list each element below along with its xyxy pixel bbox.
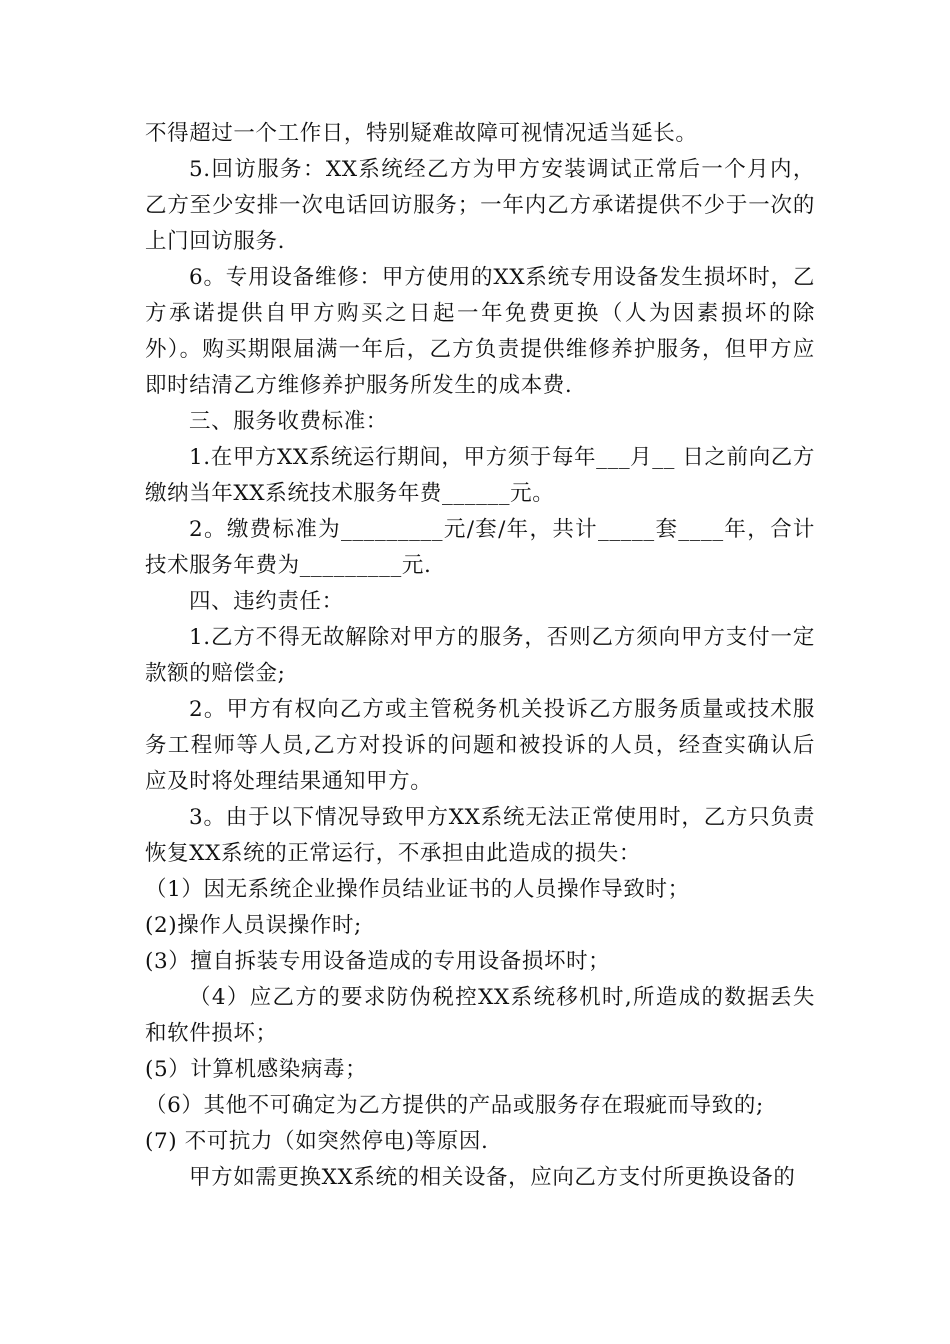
paragraph-continuation: 不得超过一个工作日，特别疑难故障可视情况适当延长。 bbox=[145, 121, 698, 146]
list-item-condition-6: （6）其他不可确定为乙方提供的产品或服务存在瑕疵而导致的; bbox=[145, 1093, 764, 1118]
paragraph-equipment-replacement: 甲方如需更换XX系统的相关设备，应向乙方支付所更换设备的 bbox=[189, 1165, 796, 1190]
list-item-condition-7: (7) 不可抗力（如突然停电)等原因. bbox=[145, 1129, 489, 1154]
list-item-condition-5: (5）计算机感染病毒； bbox=[145, 1057, 368, 1082]
document-body bbox=[145, 116, 815, 1196]
list-item-condition-2: (2)操作人员误操作时; bbox=[145, 913, 362, 938]
paragraph-termination-compensation: 1.乙方不得无故解除对甲方的服务，否则乙方须向甲方支付一定款额的赔偿金; bbox=[145, 625, 815, 686]
paragraph-return-visit-service: 5.回访服务：XX系统经乙方为甲方安装调试正常后一个月内，乙方至少安排一次电话回访服务；一年内乙方承诺提供不少于一次的上门回访服务. bbox=[145, 157, 815, 254]
paragraph-complaint-rights: 2。甲方有权向乙方或主管税务机关投诉乙方服务质量或技术服务工程师等人员,乙方对投诉的问题和被投诉的人员，经查实确认后应及时将处理结果通知甲方。 bbox=[145, 697, 815, 794]
paragraph-equipment-repair: 6。专用设备维修：甲方使用的XX系统专用设备发生损坏时，乙方承诺提供自甲方购买之日起一年免费更换（人为因素损坏的除外）。购买期限届满一年后，乙方负责提供维修养护服务，但甲方应即时结清乙方维修养护服务所发生的成本费. bbox=[145, 265, 815, 398]
list-item-condition-3: (3）擅自拆装专用设备造成的专用设备损坏时； bbox=[145, 949, 611, 974]
list-item-condition-4: （4）应乙方的要求防伪税控XX系统移机时,所造成的数据丢失和软件损坏； bbox=[145, 985, 815, 1046]
section-heading-fee-standard: 三、服务收费标准： bbox=[189, 409, 388, 434]
list-item-condition-1: （1）因无系统企业操作员结业证书的人员操作导致时； bbox=[145, 877, 690, 902]
paragraph-annual-fee-deadline: 1.在甲方XX系统运行期间，甲方须于每年___月__ 日之前向乙方缴纳当年XX系统技术服务年费______元。 bbox=[145, 445, 816, 506]
section-heading-breach-liability: 四、违约责任： bbox=[189, 589, 344, 614]
paragraph-exemption-conditions: 3。由于以下情况导致甲方XX系统无法正常使用时，乙方只负责恢复XX系统的正常运行，不承担由此造成的损失： bbox=[145, 805, 815, 866]
paragraph-fee-standard: 2。缴费标准为_________元/套/年，共计_____套____年，合计技术服务年费为_________元. bbox=[145, 517, 815, 578]
